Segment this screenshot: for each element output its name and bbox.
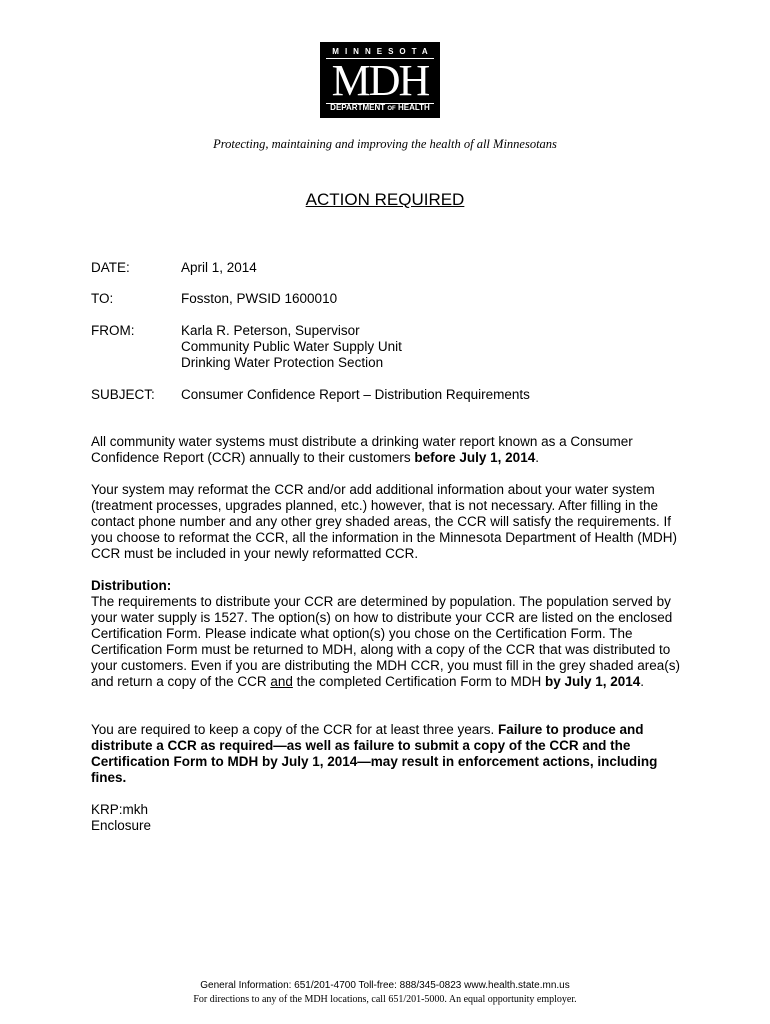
distribution-and: and <box>270 674 293 689</box>
logo-dept: DEPARTMENT <box>330 103 386 112</box>
para1-deadline: before July 1, 2014 <box>414 450 536 465</box>
from-line-2: Community Public Water Supply Unit <box>181 339 402 354</box>
mdh-logo <box>320 42 440 118</box>
from-value <box>181 323 741 371</box>
logo-department-text <box>322 102 438 114</box>
distribution-text-1: The requirements to distribute your CCR are determined by population. The population served by your water supply is 1527. The option(s) on how to distribute your CCR are listed on the enclosed Certification Form. Please indicate what option(s) you chose on the Certification Form. The Certification Form must be returned to MDH, along with a copy of the CCR that was distributed to your customers. Even if you are distributing the MDH CCR, you must fill in the grey shaded area(s) and return a copy of the CCR <box>91 594 680 689</box>
para4-warning: Failure to produce and distribute a CCR as required—as well as failure to submit a copy of the CCR and the Certification Form to MDH by July 1, 2014—may result in enforcement actions, including fines. <box>91 722 658 785</box>
footer-contact: General Information: 651/201-4700 Toll-free: 888/345-0823 www.health.state.mn.us <box>200 980 570 991</box>
to-label: TO: <box>91 291 114 306</box>
paragraph-1 <box>91 434 691 466</box>
closing-enclosure: Enclosure <box>91 818 152 833</box>
subject-value: Consumer Confidence Report – Distribution Requirements <box>181 387 530 402</box>
distribution-section <box>91 578 691 690</box>
para1-end: . <box>535 450 539 465</box>
distribution-end: . <box>640 674 645 689</box>
logo-health: HEALTH <box>397 103 430 112</box>
footer-note: For directions to any of the MDH locations, call 651/201-5000. An equal opportunity employer. <box>193 994 577 1005</box>
para1-text: All community water systems must distribute a drinking water report known as a Consumer Confidence Report (CCR) annually to their customers <box>91 434 633 465</box>
logo-of: OF <box>387 106 396 112</box>
from-line-3: Drinking Water Protection Section <box>181 355 384 370</box>
tagline: Protecting, maintaining and improving the health of all Minnesotans <box>213 137 557 151</box>
distribution-deadline: by July 1, 2014 <box>544 674 641 689</box>
para2-text: Your system may reformat the CCR and/or add additional information about your water system (treatment processes, upgrades planned, etc.) however, that is not necessary. After filling in the contact phone number and any other grey shaded areas, the CCR will satisfy the requirements. If you choose to reformat the CCR, all the information in the Minnesota Department of Health (MDH) CCR must be included in your newly reformatted CCR. <box>91 482 678 561</box>
closing-initials: KRP:mkh <box>91 802 149 817</box>
from-line-1: Karla R. Peterson, Supervisor <box>181 323 360 338</box>
para4-text: You are required to keep a copy of the CCR for at least three years. <box>91 722 498 737</box>
date-label: DATE: <box>91 260 130 275</box>
subject-label: SUBJECT: <box>91 387 155 402</box>
to-value: Fosston, PWSID 1600010 <box>181 291 338 306</box>
logo-state-text: MINNESOTA <box>332 47 434 56</box>
from-label: FROM: <box>91 323 135 338</box>
date-value: April 1, 2014 <box>181 260 257 275</box>
paragraph-2 <box>91 482 691 562</box>
closing <box>91 802 691 834</box>
paragraph-4 <box>91 722 691 786</box>
page-title: ACTION REQUIRED <box>305 190 465 209</box>
logo-acronym: MDH <box>326 58 434 104</box>
distribution-text-2: the completed Certification Form to MDH <box>292 674 545 689</box>
distribution-heading: Distribution: <box>91 578 172 593</box>
